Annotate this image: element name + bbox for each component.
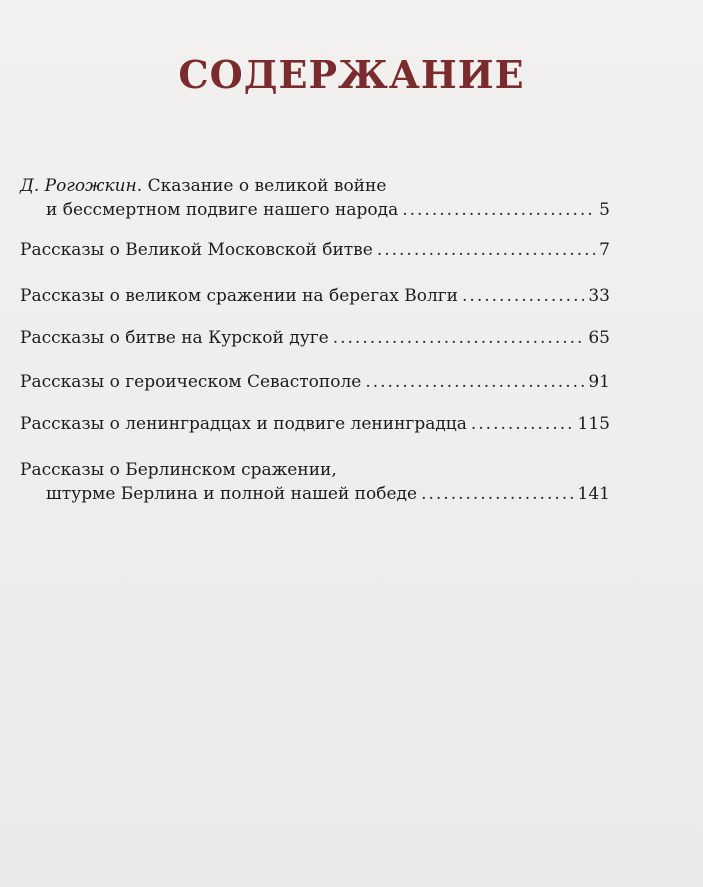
toc-entry-line (20, 370, 610, 394)
toc-entry-line (20, 326, 610, 350)
toc-entry-line (20, 284, 610, 308)
toc-entry-line (20, 174, 610, 198)
toc-entry-line (20, 198, 610, 222)
toc-entry (20, 370, 610, 394)
toc-entry-title: Рассказы о героическом Севастополе (20, 372, 362, 392)
toc-entry (20, 238, 610, 262)
toc-entry-title: . Сказание о великой войне (136, 176, 387, 196)
toc-entry-title: Рассказы о ленинградцах и подвиге ленинградца (20, 414, 467, 434)
toc-entry (20, 174, 610, 222)
toc-entry-title: Рассказы о Великой Московской битве (20, 240, 373, 260)
toc-entry-page: 7 (599, 240, 610, 260)
toc-entry (20, 412, 610, 436)
leader-dots (471, 412, 574, 436)
toc-entry-title: Рассказы о Берлинском сражении, (20, 460, 337, 480)
toc-entry (20, 284, 610, 308)
toc-entry-title-continued: штурме Берлина и полной нашей победе (46, 484, 418, 504)
leader-dots (462, 284, 584, 308)
toc-entry-page: 141 (577, 484, 610, 504)
toc-entry-line (20, 412, 610, 436)
leader-dots (365, 370, 584, 394)
toc-entry-line (20, 458, 610, 482)
toc-entry (20, 326, 610, 350)
toc-entry-author: Д. Рогожкин (20, 176, 137, 196)
toc-entry-page: 65 (588, 328, 610, 348)
leader-dots (333, 326, 585, 350)
toc-entry (20, 458, 610, 506)
toc-entry-page: 91 (588, 372, 610, 392)
leader-dots (421, 482, 573, 506)
toc-entry-page: 5 (599, 200, 610, 220)
leader-dots (402, 198, 595, 222)
toc-entry-page: 115 (577, 414, 610, 434)
toc-entry-title-continued: и бессмертном подвиге нашего народа (46, 200, 399, 220)
toc-entry-title: Рассказы о битве на Курской дуге (20, 328, 329, 348)
toc-entry-page: 33 (588, 286, 610, 306)
toc-entry-line (20, 238, 610, 262)
toc-entry-title: Рассказы о великом сражении на берегах Волги (20, 286, 459, 306)
leader-dots (377, 238, 595, 262)
toc-entry-line (20, 482, 610, 506)
page-title: СОДЕРЖАНИЕ (178, 52, 525, 97)
